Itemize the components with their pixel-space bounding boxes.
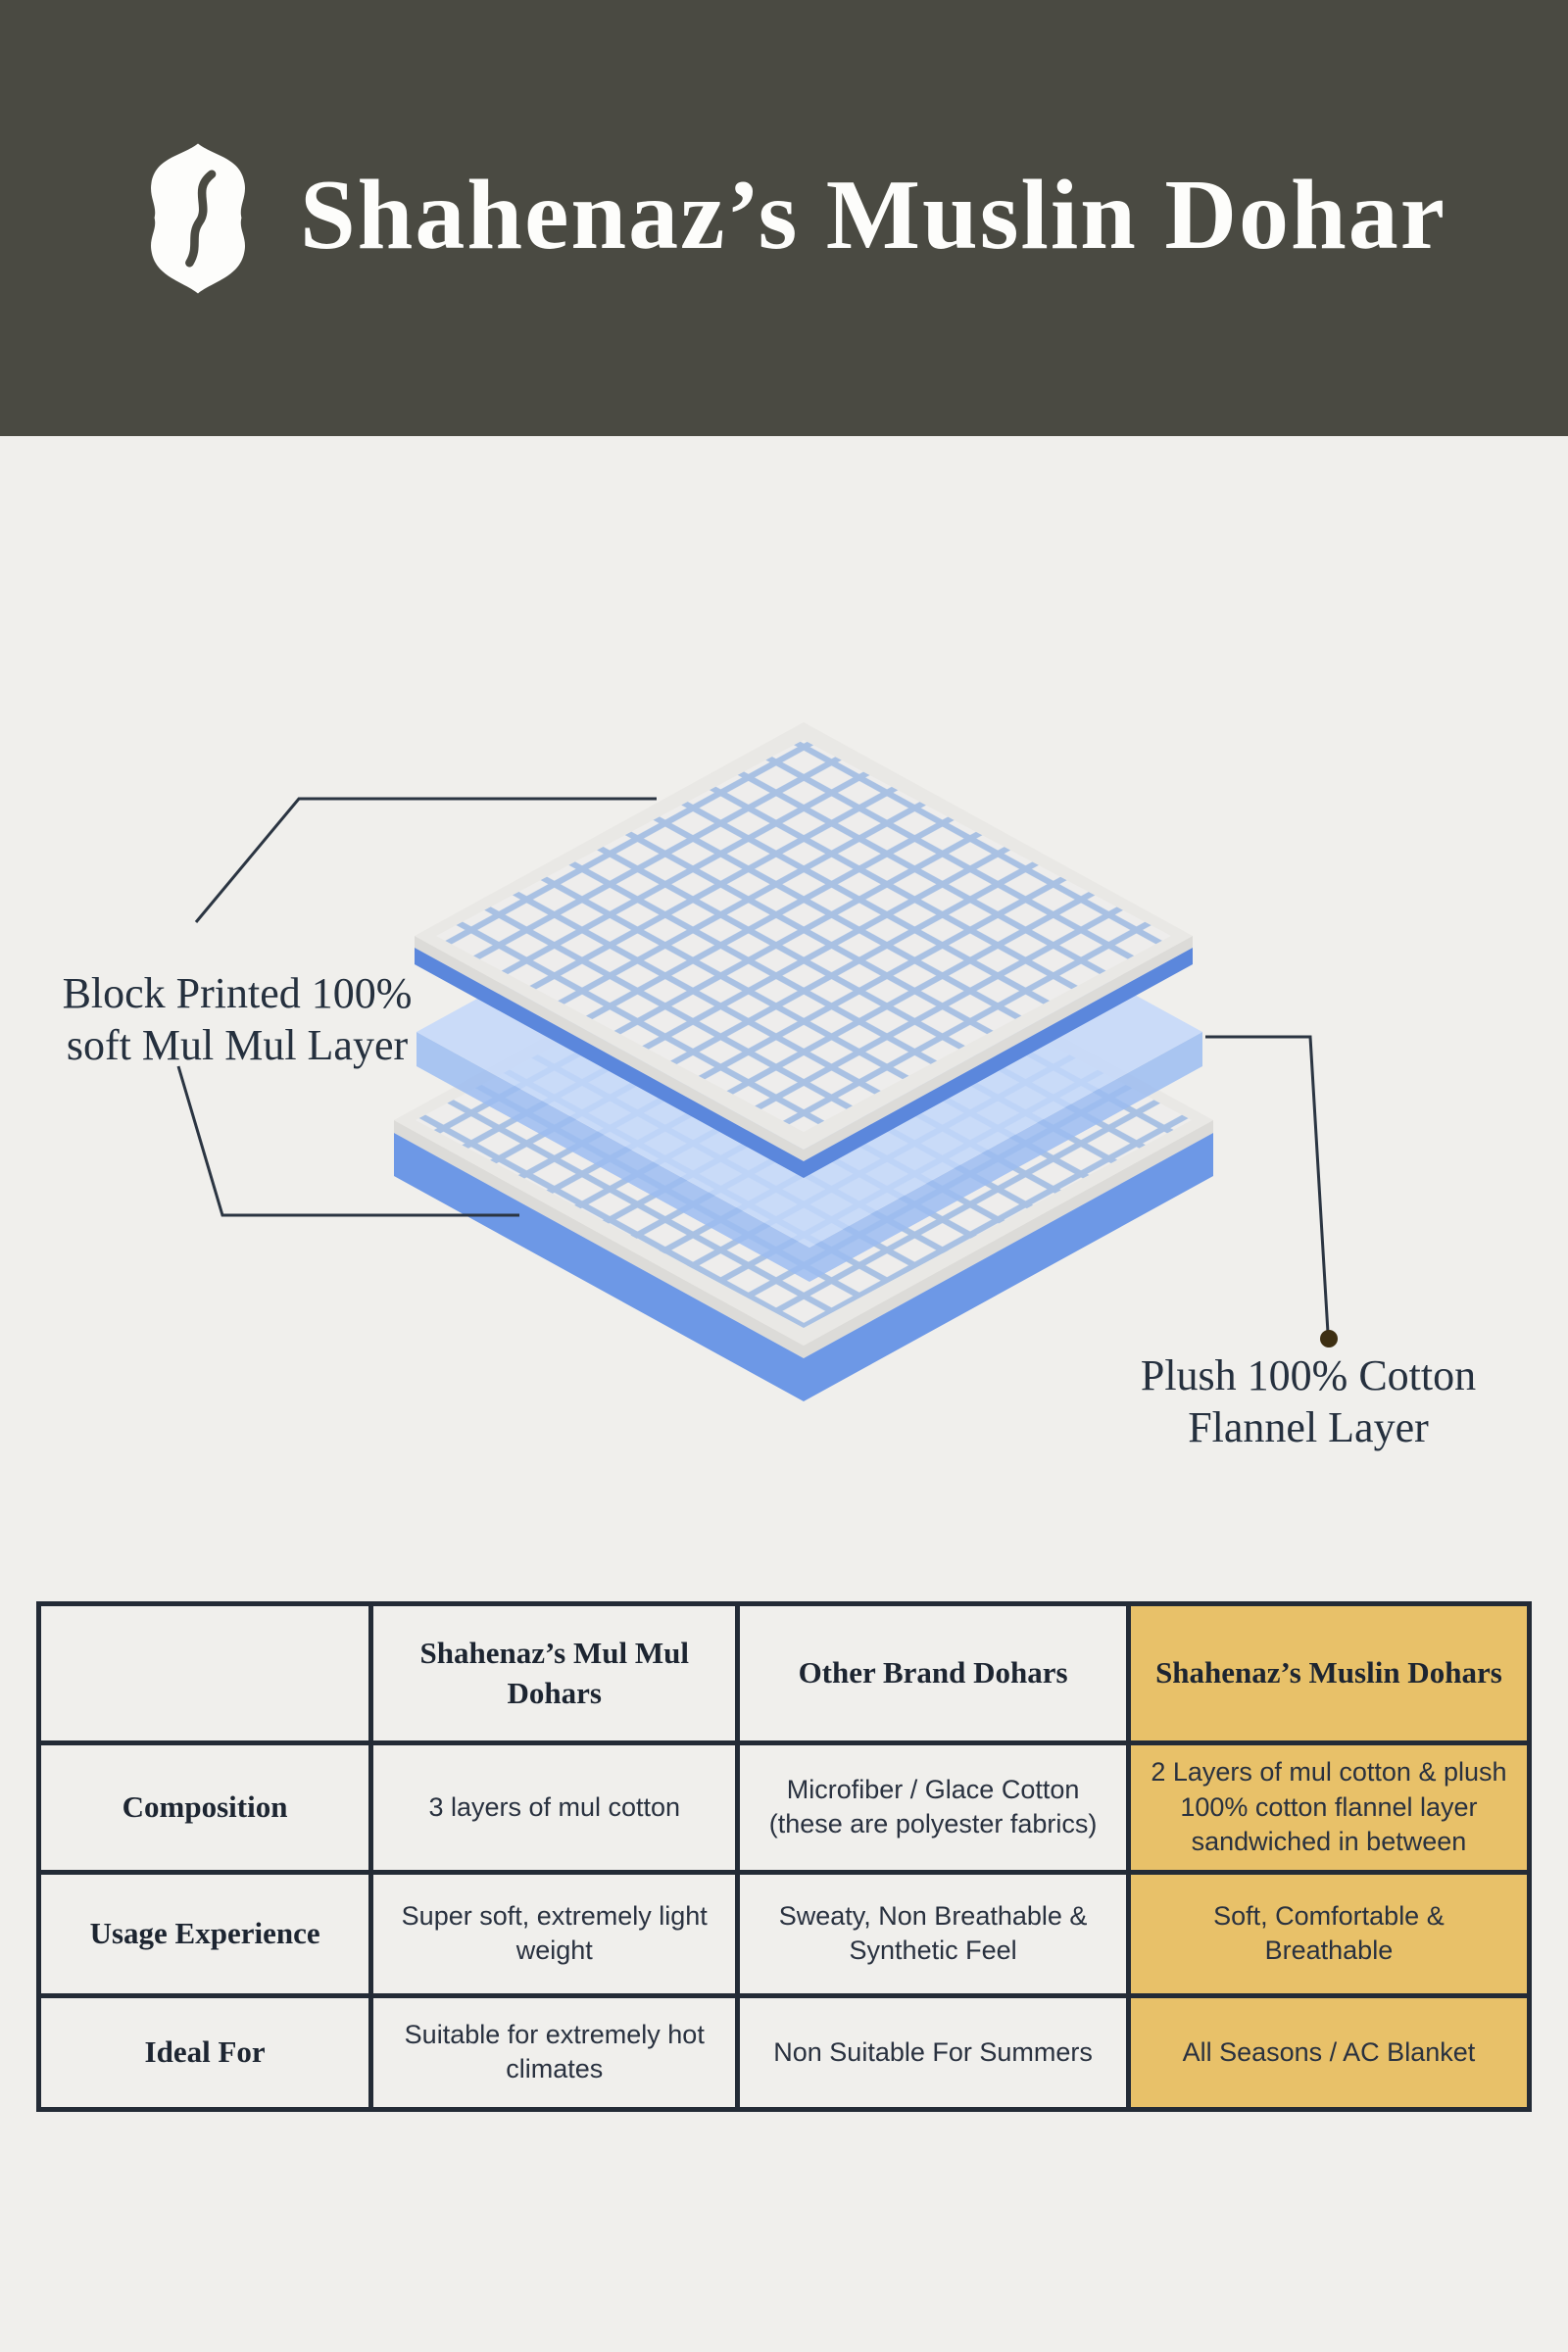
- cell-ideal-other: Non Suitable For Summers: [738, 1995, 1129, 2109]
- label-flannel-line1: Plush 100% Cotton: [1140, 1351, 1477, 1399]
- connector-line-flannel: [1205, 1037, 1328, 1333]
- pointer-dot: [1320, 1330, 1338, 1348]
- label-mulmul-line1: Block Printed 100%: [62, 969, 413, 1017]
- column-header-mulmul-dohars: Shahenaz’s Mul Mul Dohars: [371, 1604, 738, 1743]
- column-header-blank: [39, 1604, 371, 1743]
- table-row-composition: [39, 1743, 1530, 1873]
- column-header-other-brands: Other Brand Dohars: [738, 1604, 1129, 1743]
- cell-ideal-muslin: All Seasons / AC Blanket: [1128, 1995, 1529, 2109]
- cell-composition-mulmul: 3 layers of mul cotton: [371, 1743, 738, 1873]
- column-header-muslin-dohars: Shahenaz’s Muslin Dohars: [1128, 1604, 1529, 1743]
- label-mulmul-line2: soft Mul Mul Layer: [66, 1020, 409, 1069]
- comparison-table: [36, 1601, 1532, 2112]
- cell-usage-muslin: Soft, Comfortable & Breathable: [1128, 1872, 1529, 1995]
- row-label-composition: Composition: [39, 1743, 371, 1873]
- cell-composition-other: Microfiber / Glace Cotton (these are polyester fabrics): [738, 1743, 1129, 1873]
- row-label-ideal-for: Ideal For: [39, 1995, 371, 2109]
- table-row-ideal-for: [39, 1995, 1530, 2109]
- cell-composition-muslin: 2 Layers of mul cotton & plush 100% cotton flannel layer sandwiched in between: [1128, 1743, 1529, 1873]
- brand-header: [0, 0, 1568, 436]
- cell-ideal-mulmul: Suitable for extremely hot climates: [371, 1995, 738, 2109]
- table-row-usage-experience: [39, 1872, 1530, 1995]
- paisley-monogram-icon: [122, 142, 274, 295]
- brand-title: Shahenaz’s Muslin Dohar: [299, 159, 1447, 270]
- table-header-row: [39, 1604, 1530, 1743]
- row-label-usage-experience: Usage Experience: [39, 1872, 371, 1995]
- cell-usage-other: Sweaty, Non Breathable & Synthetic Feel: [738, 1872, 1129, 1995]
- label-mulmul-layer: [26, 968, 448, 1072]
- label-flannel-layer: [1098, 1350, 1519, 1454]
- label-flannel-line2: Flannel Layer: [1188, 1402, 1429, 1451]
- cell-usage-mulmul: Super soft, extremely light weight: [371, 1872, 738, 1995]
